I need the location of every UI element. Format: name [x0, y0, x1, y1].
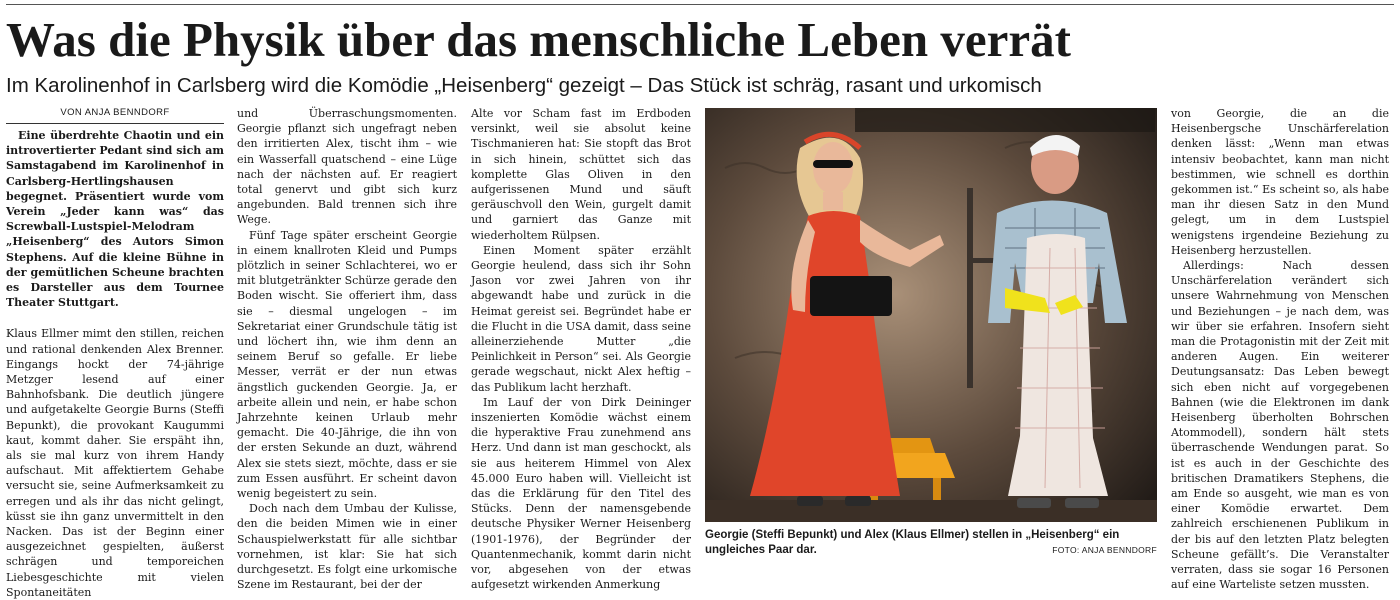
column-2: [237, 106, 457, 592]
stage-photo-illustration: [705, 108, 1157, 522]
body-paragraph: Fünf Tage später erscheint Georgie in einem knallroten Kleid und Pumps plötzlich in seiner Schlachterei, wo er mit blutgetränkter Schürze gerade den Boden wischt. Sie offeriert ihm, dass sie – diesmal ungelogen – im Sekretariat einer Grundschule tätig ist und löchert ihn, wie ihm denn an seinem Beruf so gefalle. Er liebe Messer, verrät er der nun etwas ängstlich guckenden Georgie. Ja, er arbeite allein und nein, er habe schon Jahrzehnte keinen Urlaub mehr gemacht. Die 40-Jährige, die ihn von der ersten Sekunde an duzt, während Alex sie stets siezt, möchte, dass er sie zum Essen ausführt. Er scheint davon wenig begeistert zu sein.: [237, 228, 457, 501]
body-paragraph: Klaus Ellmer mimt den stillen, reichen und rational denkenden Alex Brenner. Eingangs hockt der 74-jährige Metzger lesend auf einer Bahnhofsbank. Die deutlich jüngere und aufgetakelte Georgie Burns (Steffi Bepunkt), die provokant Kaugummi kaut, kommt daher. Sie erspäht ihn, als sie mal kurz von ihrem Handy aufschaut. Mit affektiertem Gehabe versucht sie, seine Aufmerksamkeit zu erregen und als ihr das nicht gelingt, küsst sie ihn ganz unvermittelt in den Nacken. Das ist der Beginn einer ausgezeichnet gespielten, äußerst schrägen und temporeichen Liebesgeschichte mit vielen Spontaneitäten: [6, 327, 224, 599]
column-1: [6, 106, 224, 599]
column-4: [1171, 106, 1389, 592]
body-paragraph: Doch nach dem Umbau der Kulisse, den die beiden Mimen wie in einer Schauspielwerkstatt für alle sichtbar vornehmen, ist klar: Sie hat sich durchgesetzt. Es folgt eine urkomische Szene im Restaurant, bei der der: [237, 502, 457, 592]
stage-photo: [705, 108, 1157, 522]
lead-paragraph: Eine überdrehte Chaotin und ein introvertierter Pedant sind sich am Samstagabend im Karolinenhof in Carlsberg-Hertlingshausen begegnet. Präsentiert wurde vom Verein „Jeder kann was“ das Screwball-Lustspiel-Melodram „Heisenberg“ des Autors Simon Stephens. Auf die kleine Bühne in der gemütlichen Scheune brachten es Darsteller aus dem Tournee Theater Stuttgart.: [6, 129, 224, 310]
pipe: [967, 188, 973, 388]
top-rule: [6, 4, 1394, 5]
body-paragraph: Allerdings: Nach dessen Unschärferelation verändert sich unsere Wahrnehmung von Menschen und Beziehungen – je nach dem, was wir über sie erfahren. Insofern sieht man die Protagonistin mit der Zeit mit anderen Augen. Ein weiterer Deutungsansatz: Das Leben bewegt sich eben nicht auf vorgegebenen Bahnen (wie die Elektronen im dank Heisenberg überholten Bohrschen Atommodell), sondern hält stets überraschende Wendungen parat. So ist es auch in der Geschichte des britischen Dramatikers Stephens, die am Ende so ausgeht, wie man es von einer Komödie erwartet. Dem zahlreich erschienenen Publikum in der bis auf den letzten Platz belegten Scheune gefällt’s. Die Veranstalter verraten, dass sie sogar 16 Personen auf eine Warteliste setzen mussten.: [1171, 259, 1389, 592]
byline: VON ANJA BENNDORF: [6, 106, 224, 124]
subheadline: Im Karolinenhof in Carlsberg wird die Komödie „Heisenberg“ gezeigt – Das Stück ist schräg, rasant und urkomisch: [6, 74, 1042, 97]
photo-credit: FOTO: ANJA BENNDORF: [1052, 545, 1157, 555]
body-paragraph: Einen Moment später erzählt Georgie heulend, dass sich ihr Sohn Jason vor zwei Jahren von ihr abgewandt habe und zurück in die Heimat gereist sei. Begründet habe er die Flucht in die USA damit, dass seine alleinerziehende Mutter „die Peinlichkeit in Person“ sei. Als Georgie gerade wegschaut, nickt Alex heftig – das Publikum lacht herzhaft.: [471, 243, 691, 394]
body-paragraph: von Georgie, die an die Heisenbergsche Unschärferelation denken lässt: „Wenn man etwas intensiv beobachtet, kann man nicht bestimmen, wie schnell es dorthin gekommen ist.“ Es scheint so, als habe man ihr diesen Satz in den Mund gelegt, um in dem Lustspiel wenigstens irgendeine Beziehung zu Heisenberg herzustellen.: [1171, 107, 1389, 257]
body-paragraph: und Überraschungsmomenten. Georgie pflanzt sich ungefragt neben den irritierten Alex, tischt ihm – wie ein Wasserfall quatschend – eine Lüge nach der nächsten auf. Er reagiert total genervt und gibt sich kurz angebunden. Bald trennen sich ihre Wege.: [237, 107, 457, 227]
body-paragraph: Im Lauf der von Dirk Deininger inszenierten Komödie wächst einem die hyperaktive Frau zunehmend ans Herz. Und dann ist man geschockt, als sie aus heiterem Himmel von Alex 45.000 Euro haben will. Vielleicht ist das die Erklärung für den Titel des Stücks. Denn der namensgebende deutsche Physiker Werner Heisenberg (1901-1976), der Begründer der Quantenmechanik, kommt darin nicht vor, abgesehen von der etwas aufgesetzt wirkenden Anmerkung: [471, 395, 691, 592]
headline: Was die Physik über das menschliche Leben verrät: [6, 12, 1071, 67]
black-clutch: [810, 276, 892, 316]
column-3: [471, 106, 691, 592]
photo-caption: Georgie (Steffi Bepunkt) und Alex (Klaus Ellmer) stellen in „Heisenberg“ ein ungleiches Paar dar.: [705, 529, 1120, 556]
body-paragraph: Alte vor Scham fast im Erdboden versinkt, weil sie absolut keine Tischmanieren hat: Sie stopft das Brot in sich hinein, schüttet sich das komplette Glas Oliven in den aufgerissenen Mund und säuft geräuschvoll den Wein, gurgelt damit und garniert das Ganze mit wiederholtem Rülpsen.: [471, 107, 691, 242]
